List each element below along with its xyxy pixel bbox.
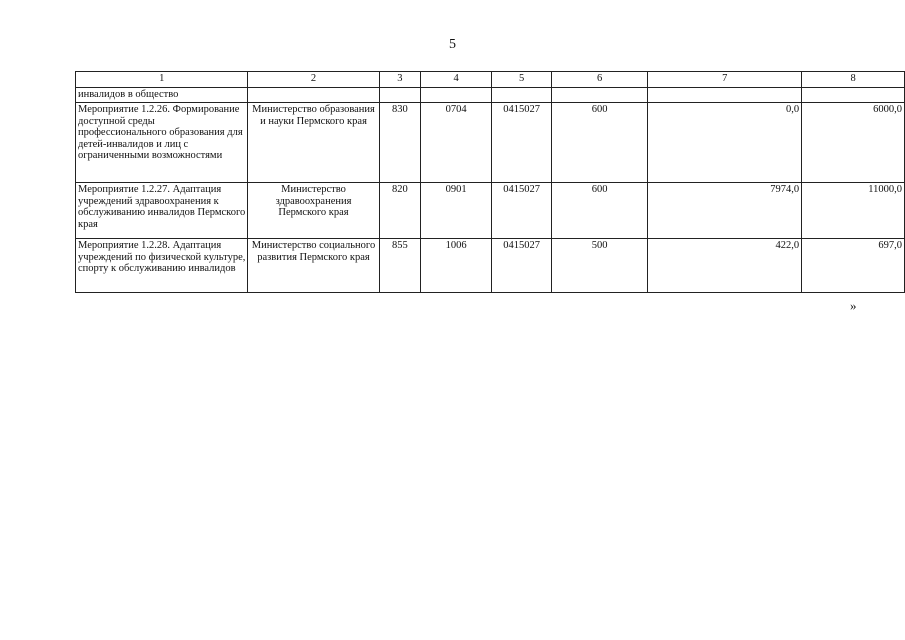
- ministry-cell: Министерство образования и науки Пермского края: [248, 103, 379, 183]
- measure-cell: Мероприятие 1.2.27. Адаптация учреждений здравоохранения к обслуживанию инвалидов Пермского края: [76, 183, 248, 239]
- column-number-cell: 6: [551, 72, 648, 88]
- code-cell: 600: [551, 183, 648, 239]
- continuation-row: [76, 88, 905, 103]
- closing-quote: »: [850, 298, 857, 313]
- code-cell: 820: [379, 183, 421, 239]
- empty-cell: [421, 88, 492, 103]
- amount-cell: 422,0: [648, 239, 802, 293]
- code-cell: 830: [379, 103, 421, 183]
- amount-cell: 11000,0: [802, 183, 905, 239]
- empty-cell: [379, 88, 421, 103]
- table-row: [76, 183, 905, 239]
- empty-cell: [551, 88, 648, 103]
- ministry-cell: Министерство здравоохранения Пермского края: [248, 183, 379, 239]
- code-cell: 600: [551, 103, 648, 183]
- table-row: [76, 103, 905, 183]
- amount-cell: 6000,0: [802, 103, 905, 183]
- page-number: 5: [449, 37, 456, 52]
- code-cell: 0415027: [492, 103, 552, 183]
- column-number-cell: 8: [802, 72, 905, 88]
- measure-cell: Мероприятие 1.2.28. Адаптация учреждений по физической культуре, спорту к обслуживанию инвалидов: [76, 239, 248, 293]
- program-measures-table: [75, 71, 905, 293]
- code-cell: 500: [551, 239, 648, 293]
- ministry-cell: Министерство социального развития Пермского края: [248, 239, 379, 293]
- code-cell: 0704: [421, 103, 492, 183]
- empty-cell: [492, 88, 552, 103]
- code-cell: 0901: [421, 183, 492, 239]
- column-number-row: [76, 72, 905, 88]
- column-number-cell: 4: [421, 72, 492, 88]
- column-number-cell: 1: [76, 72, 248, 88]
- column-number-cell: 2: [248, 72, 379, 88]
- code-cell: 0415027: [492, 183, 552, 239]
- amount-cell: 0,0: [648, 103, 802, 183]
- code-cell: 855: [379, 239, 421, 293]
- measure-cell: Мероприятие 1.2.26. Формирование доступной среды профессионального образования для детей-инвалидов и лиц с ограниченными возможностями: [76, 103, 248, 183]
- column-number-cell: 5: [492, 72, 552, 88]
- amount-cell: 697,0: [802, 239, 905, 293]
- column-number-cell: 7: [648, 72, 802, 88]
- code-cell: 0415027: [492, 239, 552, 293]
- amount-cell: 7974,0: [648, 183, 802, 239]
- column-number-cell: 3: [379, 72, 421, 88]
- empty-cell: [648, 88, 802, 103]
- table-row: [76, 239, 905, 293]
- code-cell: 1006: [421, 239, 492, 293]
- measure-cell: инвалидов в общество: [76, 88, 248, 103]
- empty-cell: [802, 88, 905, 103]
- empty-cell: [248, 88, 379, 103]
